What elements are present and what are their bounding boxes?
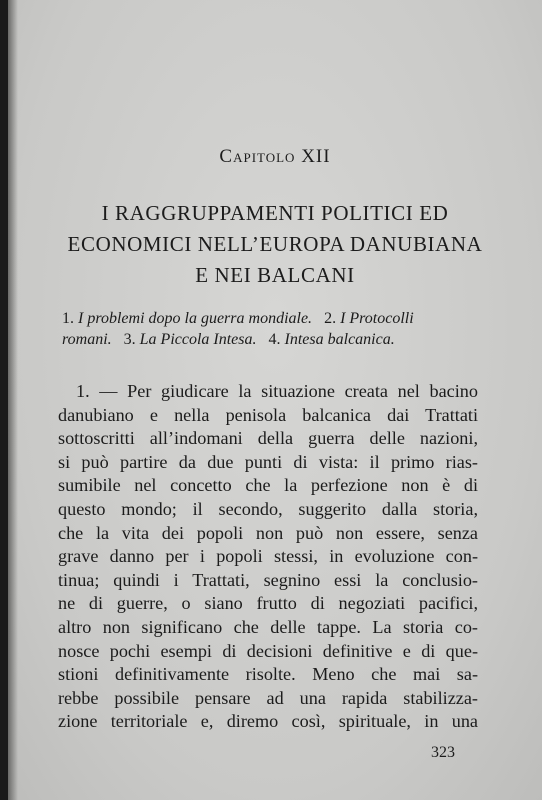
summary-number-3: 3. (123, 331, 136, 348)
chapter-title-line-1: I RAGGRUPPAMENTI POLITICI ED (101, 201, 449, 225)
body-line: sottoscritti all’indomani della guerra delle nazioni, (58, 428, 478, 449)
summary-topic-1: I problemi dopo la guerra mondiale. (78, 310, 313, 327)
summary-line-1 (62, 308, 474, 329)
spine-shadow (8, 0, 18, 800)
chapter-title-line-2: ECONOMICI NELL’EUROPA DANUBIANA (67, 232, 483, 256)
summary-topic-4: Intesa balcanica. (284, 331, 395, 348)
body-text (58, 380, 478, 734)
chapter-label-prefix: Capitolo (219, 146, 296, 167)
body-line: danubiano e nella penisola balcanica dai Trattati (58, 404, 478, 425)
chapter-title (48, 198, 502, 291)
chapter-title-line-3: E NEI BALCANI (195, 263, 355, 287)
chapter-summary (62, 308, 474, 350)
chapter-label-number: XII (301, 146, 331, 167)
book-page (8, 0, 542, 800)
summary-line-2 (62, 329, 474, 350)
body-line: 1. — Per giudicare la situazione creata nel bacino (76, 381, 478, 401)
body-line: ne di guerre, o siano frutto di negoziati pacifici, (58, 593, 478, 614)
body-line: rebbe possibile pensare ad una rapida stabilizza- (58, 687, 478, 708)
body-line: che la vita dei popoli non può non essere, senza (58, 522, 478, 543)
summary-number-2: 2. (324, 310, 337, 327)
page-number: 323 (431, 744, 455, 761)
body-line: si può partire da due punti di vista: il primo rias- (58, 451, 478, 472)
body-line: stioni definitivamente risolte. Meno che mai sa- (58, 664, 478, 685)
chapter-label (8, 146, 542, 168)
summary-topic-3: La Piccola Intesa. (139, 331, 257, 348)
summary-topic-2: I Protocolli (340, 310, 414, 327)
summary-number-1: 1. (62, 310, 74, 327)
body-line: zione territoriale e, diremo così, spirituale, in una (58, 711, 478, 732)
body-line: sumibile nel concetto che la perfezione non è di (58, 475, 478, 496)
summary-number-4: 4. (268, 331, 281, 348)
summary-topic-2-cont: romani. (62, 331, 112, 348)
body-line: nosce pochi esempi di decisioni definitive e di que- (58, 640, 478, 661)
body-line: questo mondo; il secondo, suggerito dalla storia, (58, 498, 478, 519)
body-line: altro non significano che delle tappe. La storia co- (58, 616, 478, 637)
body-line: grave danno per i popoli stessi, in evoluzione con- (58, 546, 478, 567)
body-line: tinua; quindi i Trattati, segnino essi la conclusio- (58, 569, 478, 590)
